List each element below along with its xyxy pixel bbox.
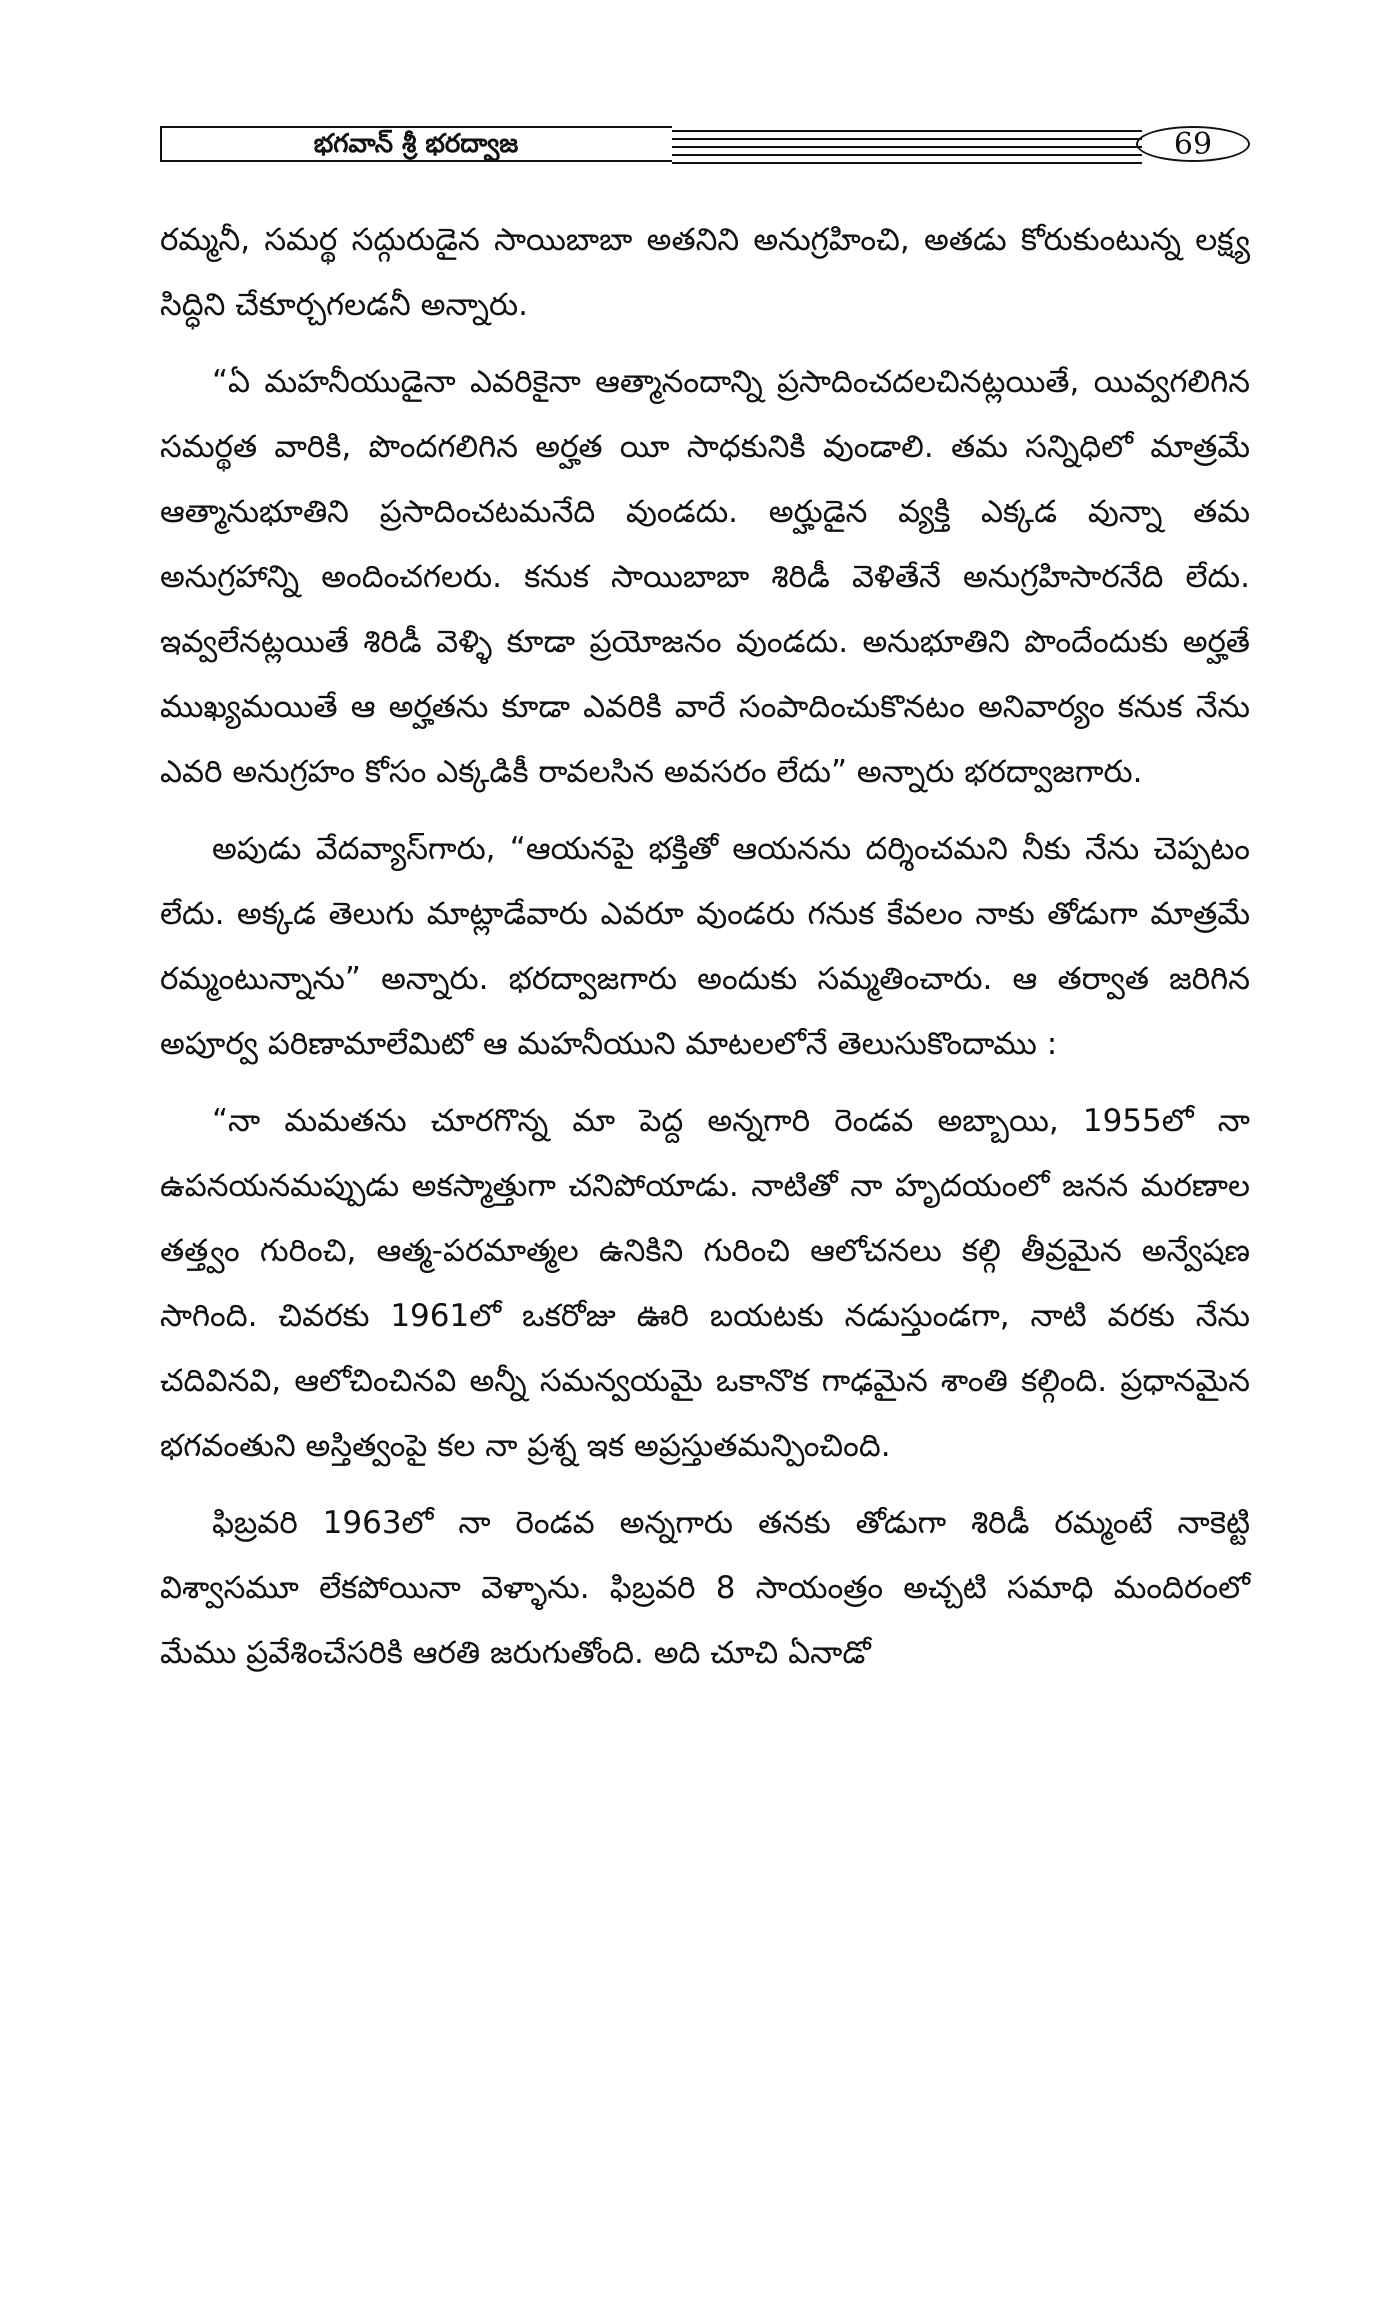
header-rules xyxy=(672,128,1142,162)
header-rule-line xyxy=(672,146,1142,148)
page-number: 69 xyxy=(1136,126,1250,162)
header-title: భగవాన్ శ్రీ భరద్వాజ xyxy=(313,129,519,159)
body-text xyxy=(160,208,1250,1686)
header-rule-line xyxy=(672,138,1142,140)
paragraph: ఫిబ్రవరి 1963లో నా రెండవ అన్నగారు తనకు తోడుగా శిరిడీ రమ్మంటే నాకెట్టి విశ్వాసమూ లేకపోయినా వెళ్ళాను. ఫిబ్రవరి 8 సాయంత్రం అచ్చటి సమాధి మందిరంలో మేము ప్రవేశించేసరికి ఆరతి జరుగుతోంది. అది చూచి ఏనాడో xyxy=(160,1505,1250,1671)
header-rule-line xyxy=(672,154,1142,156)
paragraph: అపుడు వేదవ్యాస్‌గారు, “ఆయనపై భక్తితో ఆయనను దర్శించమని నీకు నేను చెప్పటం లేదు. అక్కడ తెలుగు మాట్లాడేవారు ఎవరూ వుండరు గనుక కేవలం నాకు తోడుగా మాత్రమే రమ్మంటున్నాను” అన్నారు. భరద్వాజగారు అందుకు సమ్మతించారు. ఆ తర్వాత జరిగిన అపూర్వ పరిణామాలేమిటో ఆ మహనీయుని మాటలలోనే తెలుసుకొందాము : xyxy=(160,831,1250,1062)
header-rule-line xyxy=(672,130,1142,132)
running-head xyxy=(160,126,1250,166)
header-rule-line xyxy=(672,162,1142,164)
paragraph: “నా మమతను చూరగొన్న మా పెద్ద అన్నగారి రెండవ అబ్బాయి, 1955లో నా ఉపనయనమప్పుడు అకస్మాత్తుగా చనిపోయాడు. నాటితో నా హృదయంలో జనన మరణాల తత్త్వం గురించి, ఆత్మ-పరమాత్మల ఉనికిని గురించి ఆలోచనలు కల్గి తీవ్రమైన అన్వేషణ సాగింది. చివరకు 1961లో ఒకరోజు ఊరి బయటకు నడుస్తుండగా, నాటి వరకు నేను చదివినవి, ఆలోచించినవి అన్నీ సమన్వయమై ఒకానొక గాఢమైన శాంతి కల్గింది. ప్రధానమైన భగవంతుని అస్తిత్వంపై కల నా ప్రశ్న ఇక అప్రస్తుతమన్పించింది. xyxy=(160,1103,1250,1464)
paragraph: రమ్మనీ, సమర్థ సద్గురుడైన సాయిబాబా అతనిని అనుగ్రహించి, అతడు కోరుకుంటున్న లక్ష్య సిద్ధిని చేకూర్చగలడనీ అన్నారు. xyxy=(160,222,1250,323)
paragraph: “ఏ మహనీయుడైనా ఎవరికైనా ఆత్మానందాన్ని ప్రసాదించదలచినట్లయితే, యివ్వగలిగిన సమర్థత వారికి, పొందగలిగిన అర్హత యీ సాధకునికి వుండాలి. తమ సన్నిధిలో మాత్రమే ఆత్మానుభూతిని ప్రసాదించటమనేది వుండదు. అర్హుడైన వ్యక్తి ఎక్కడ వున్నా తమ అనుగ్రహాన్ని అందించగలరు. కనుక సాయిబాబా శిరిడీ వెళితేనే అనుగ్రహిసారనేది లేదు. ఇవ్వలేనట్లయితే శిరిడీ వెళ్ళి కూడా ప్రయోజనం వుండదు. అనుభూతిని పొందేందుకు అర్హతే ముఖ్యమయితే ఆ అర్హతను కూడా ఎవరికి వారే సంపాదించుకొనటం అనివార్యం కనుక నేను ఎవరి అనుగ్రహం కోసం ఎక్కడికీ రావలసిన అవసరం లేదు” అన్నారు భరద్వాజగారు. xyxy=(160,364,1250,790)
